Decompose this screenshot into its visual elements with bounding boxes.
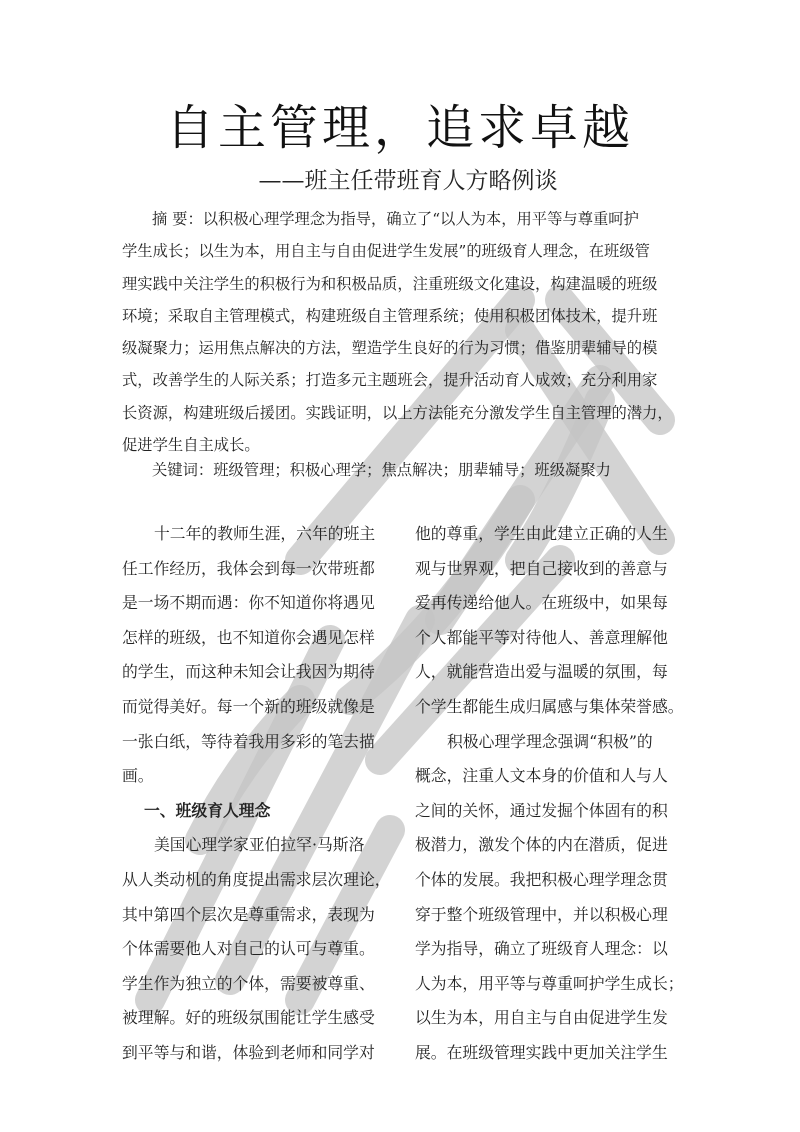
body-line: 展。在班级管理实践中更加关注学生 [415,1042,668,1062]
body-line: 个学生都能生成归属感与集体荣誉感。 [415,696,684,716]
document-title: 自主管理，追求卓越 [165,100,634,156]
body-line: 学为指导，确立了班级育人理念：以 [415,939,668,959]
body-line: 怎样的班级，也不知道你会遇见怎样 [122,627,375,647]
body-line: 画。 [122,766,154,786]
body-line: 个体的发展。我把积极心理学理念贯 [415,869,668,889]
document-subtitle: ——班主任带班育人方略例谈 [258,168,558,194]
body-column-right [415,517,701,1071]
abstract-line: 促进学生自主成长。 [122,436,260,455]
body-line: 是一场不期而遇：你不知道你将遇见 [122,593,375,613]
body-line: 从人类动机的角度提出需求层次理论， [122,869,391,889]
body-line: 被理解。好的班级氛围能让学生感受 [122,1008,375,1028]
abstract-line: 学生成长；以生为本，用自主与自由促进学生发展”的班级育人理念，在班级管 [122,242,650,261]
abstract-line: 理实践中关注学生的积极行为和积极品质，注重班级文化建设，构建温暖的班级 [122,274,658,293]
body-line: 概念，注重人文本身的价值和人与人 [415,766,668,786]
abstract-line: 式，改善学生的人际关系；打造多元主题班会，提升活动育人成效；充分利用家 [122,371,658,390]
body-line: 之间的关怀，通过发掘个体固有的积 [415,800,668,820]
body-line: 的学生，而这种未知会让我因为期待 [122,662,375,682]
body-line: 人为本，用平等与尊重呵护学生成长； [415,973,684,993]
body-line: 其中第四个层次是尊重需求，表现为 [122,904,375,924]
body-line: 而觉得美好。每一个新的班级就像是 [122,696,375,716]
keywords: 关键词：班级管理；积极心理学；焦点解决；朋辈辅导；班级凝聚力 [152,461,611,479]
body-line: 穿于整个班级管理中，并以积极心理 [415,904,668,924]
abstract-line: 环境；采取自主管理模式，构建班级自主管理系统；使用积极团体技术，提升班 [122,306,658,325]
body-line: 观与世界观，把自己接收到的善意与 [415,558,668,578]
body-line: 极潜力，激发个体的内在潜质，促进 [415,835,668,855]
body-line: 积极心理学理念强调“积极”的 [447,731,653,751]
body-line: 爱再传递给他人。在班级中，如果每 [415,593,668,613]
body-line: 美国心理学家亚伯拉罕·马斯洛 [154,835,365,855]
section-heading: 一、班级育人理念 [144,800,271,820]
body-line: 十二年的教师生涯，六年的班主 [154,524,376,543]
body-line: 人，就能营造出爱与温暖的氛围，每 [415,662,668,682]
body-line: 个人都能平等对待他人、善意理解他 [415,627,668,647]
abstract-line: 长资源，构建班级后援团。实践证明，以上方法能充分激发学生自主管理的潜力， [122,403,673,422]
body-line: 以生为本，用自主与自由促进学生发 [415,1008,668,1028]
body-column-left [122,517,392,1071]
body-line: 一张白纸，等待着我用多彩的笔去描 [122,731,375,751]
body-line: 任工作经历，我体会到每一次带班都 [122,558,375,578]
body-line: 他的尊重，学生由此建立正确的人生 [415,524,668,543]
body-line: 学生作为独立的个体，需要被尊重、 [122,973,375,993]
abstract [122,203,702,461]
body-line: 个体需要他人对自己的认可与尊重。 [122,939,375,959]
body-line: 到平等与和谐，体验到老师和同学对 [122,1042,375,1062]
abstract-line: 摘 要：以积极心理学理念为指导，确立了“以人为本，用平等与尊重呵护 [152,210,639,228]
abstract-line: 级凝聚力；运用焦点解决的方法，塑造学生良好的行为习惯；借鉴朋辈辅导的模 [122,339,658,358]
